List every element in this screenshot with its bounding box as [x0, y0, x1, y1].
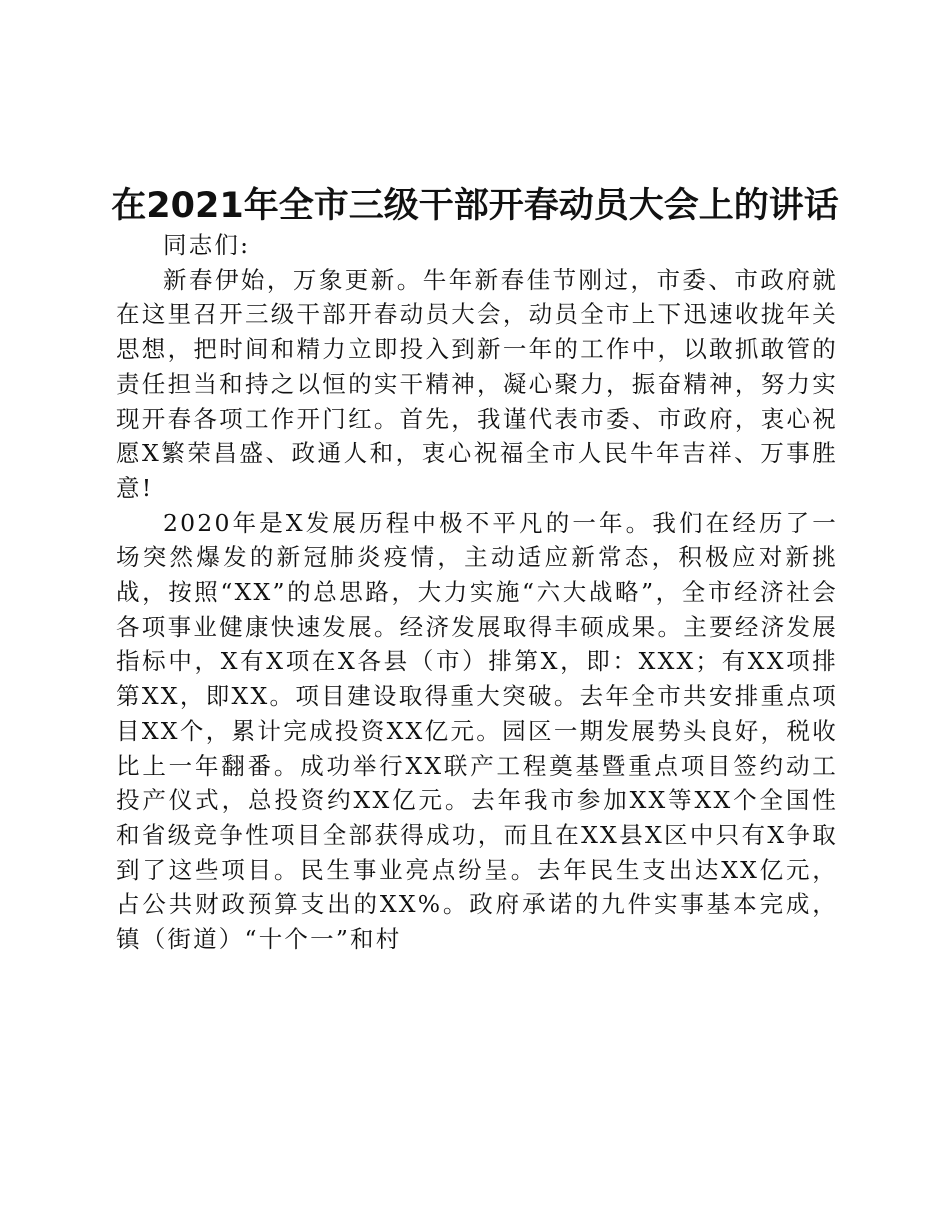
paragraph-2: 2020年是X发展历程中极不平凡的一年。我们在经历了一场突然爆发的新冠肺炎疫情，主动适应新常态，积极应对新挑战，按照“XX”的总思路，大力实施“六大战略”，全市经济社会各项事业健康快速发展。经济发展取得丰硕成果。主要经济发展指标中，X有X项在X各县（市）排第X，即：XXX；有XX项排第XX，即XX。项目建设取得重大突破。去年全市共安排重点项目XX个，累计完成投资XX亿元。园区一期发展势头良好，税收比上一年翻番。成功举行XX联产工程奠基暨重点项目签约动工投产仪式，总投资约XX亿元。去年我市参加XX等XX个全国性和省级竞争性项目全部获得成功，而且在XX县X区中只有X争取到了这些项目。民生事业亮点纷呈。去年民生支出达XX亿元，占公共财政预算支出的XX%。政府承诺的九件实事基本完成，镇（街道）“十个一”和村: [116, 508, 838, 954]
document-title: 在2021年全市三级干部开春动员大会上的讲话: [111, 186, 839, 226]
document-body: [116, 228, 838, 957]
paragraph-1: 新春伊始，万象更新。牛年新春佳节刚过，市委、市政府就在这里召开三级干部开春动员大会，动员全市上下迅速收拢年关思想，把时间和精力立即投入到新一年的工作中，以敢抓敢管的责任担当和持之以恒的实干精神，凝心聚力，振奋精神，努力实现开春各项工作开门红。首先，我谨代表市委、市政府，衷心祝愿X繁荣昌盛、政通人和，衷心祝福全市人民牛年吉祥、万事胜意!: [116, 265, 838, 502]
salutation: 同志们:: [163, 231, 251, 259]
